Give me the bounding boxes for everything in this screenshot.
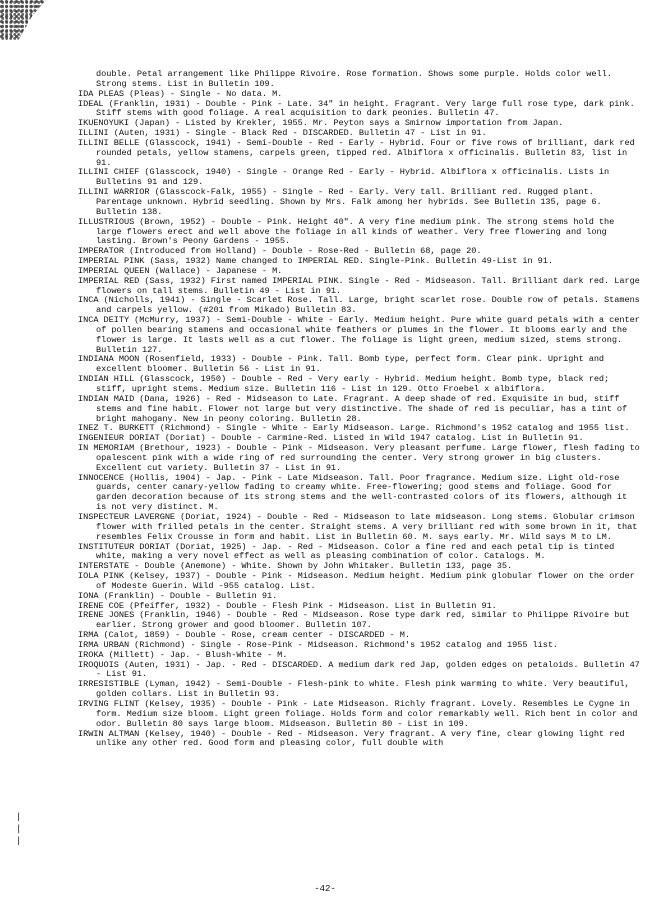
peony-entry: IRENE JONES (Franklin, 1946) - Double - Red - Midseason. Rose type dark red, similar to Philippe Rivoire but earlier. Strong grower and good bloomer. Bulletin 107. bbox=[78, 610, 630, 631]
peony-entry: IMPERIAL RED (Sass, 1932) First named IMPERIAL PINK. Single - Red - Midseason. Tall. Brilliant dark red. Large flowers on tall stems. Bulletin 49 - List in 91. bbox=[78, 275, 640, 296]
scan-corner-artifact bbox=[0, 0, 46, 40]
peony-entry: IRMA URBAN (Richmond) - Single - Rose-Pink - Midseason. Richmond's 1952 catalog and 1955 list. bbox=[78, 639, 559, 650]
peony-entry: INDIAN MAID (Dana, 1926) - Red - Midseason to Late. Fragrant. A deep shade of red. Exquisite in bud, stiff stems and fine habit. Flower not large but very distinctive. The shade of red is peculiar, has a tint of bright mahogany. New in peony coloring. Bulletin 28. bbox=[78, 393, 628, 424]
peony-entry: INCA (Nicholls, 1941) - Single - Scarlet Rose. Tall. Large, bright scarlet rose. Double row of petals. Stamens and carpels yellow. (#201 from Mikado) Bulletin 83. bbox=[78, 295, 640, 316]
peony-entry: INTERSTATE - Double (Anemone) - White. Shown by John Whitaker. Bulletin 133, page 35. bbox=[78, 561, 513, 572]
peony-entry: INDIANA MOON (Rosenfield, 1933) - Double - Pink. Tall. Bomb type, perfect form. Clear pink. Upright and excellent bloomer. Bulletin 56 - List in 91. bbox=[78, 354, 605, 375]
peony-entry: ILLINI BELLE (Glasscock, 1941) - Semi-Double - Red - Early - Hybrid. Four or five rows of brilliant, dark red rounded petals, yellow stamens, carpels green, tipped red. Albiflora x officinalis. Bulletin 83, list in 91. bbox=[78, 137, 635, 168]
peony-entry: IRWIN ALTMAN (Kelsey, 1940) - Double - Red - Midseason. Very fragrant. A very fine, clear glowing light red unlike any other red. Good form and pleasing color, full double with bbox=[78, 728, 625, 749]
peony-entry: IN MEMORIAM (Brethour, 1923) - Double - Pink - Midseason. Very pleasant perfume. Large flower, flesh fading to opalescent pink with a wide ring of red surrounding the center. Very strong grower in big clusters. Excellent cut variety. Bulletin 37 - List in 91. bbox=[78, 443, 640, 473]
peony-entry: IMPERATOR (Introduced from Holland) - Double - Rose-Red - Bulletin 68, page 20. bbox=[78, 246, 482, 257]
peony-entry: IROKA (Millett) - Jap. - Blush-White - M. bbox=[78, 649, 288, 660]
margin-marks bbox=[16, 812, 24, 848]
peony-entry: IRMA (Calot, 1859) - Double - Rose, cream center - DISCARDED - M. bbox=[78, 630, 410, 641]
margin-mark: | bbox=[16, 836, 22, 846]
peony-entry: double. Petal arrangement like Philippe Rivoire. Rose formation. Shows some purple. Holds color well. Strong stems. List in Bulletin 109. bbox=[96, 69, 612, 89]
page-number: -42- bbox=[314, 884, 336, 894]
peony-entry: INEZ T. BURKETT (Richmond) - Single - White - Early Midseason. Large. Richmond's 1952 catalog and 1955 list. bbox=[78, 423, 630, 434]
peony-entry: INDIAN HILL (Glasscock, 1950) - Double - Red - Very early - Hybrid. Medium height. Bomb type, black red; stiff, upright stems. Medium size. Bulletin 116 - List in 129. Otto Froebel x albiflora. bbox=[78, 374, 610, 394]
peony-entry: IRRESISTIBLE (Lyman, 1942) - Semi-Double - Flesh-pink to white. Flesh pink warming to white. Very beautiful, golden collars. List in Bulletin 93. bbox=[78, 679, 630, 700]
entry-list bbox=[78, 70, 640, 749]
peony-entry: IRENE COE (Pfeiffer, 1932) - Double - Flesh Pink - Midseason. List in Bulletin 91. bbox=[78, 600, 497, 611]
peony-entry: ILLINI (Auten, 1931) - Single - Black Red - DISCARDED. Bulletin 47 - List in 91. bbox=[78, 128, 487, 139]
peony-entry: IDEAL (Franklin, 1931) - Double - Pink - Late. 34" in height. Fragrant. Very large full rose type, dark pink. Stiff stems with good foliage. A real acquisition to dark peonies. Bulletin 47. bbox=[78, 98, 635, 119]
peony-entry: ILLUSTRIOUS (Brown, 1952) - Double - Pink. Height 40". A very fine medium pink. The strong stems hold the large flowers erect and well above the foliage in all kinds of weather. Very free flowering and long lasting. Brown's Peony Gardens - 1955. bbox=[78, 216, 615, 247]
peony-entry: INSPECTEUR LAVERGNE (Doriat, 1924) - Double - Red - Midseason to late midseason. Long stems. Globular crimson flower with frilled petals in the center. Straight stems. A very brilliant red with some brown in it, that resembles Felix Crousse in form and habit. List in Bulletin 60. M. says early. Mr. Wild says M to LM. bbox=[78, 511, 638, 542]
peony-entry: IMPERIAL PINK (Sass, 1932) Name changed to IMPERIAL RED. Single-Pink. Bulletin 49-List in 91. bbox=[78, 256, 553, 267]
peony-entry: INCA DEITY (McMurry, 1937) - Semi-Double - White - Early. Medium height. Pure white guard petals with a center of pollen bearing stamens and occasional white feathers or plumes in the flower. It blooms early and the flower is large. It lasts well as a cut flower. The foliage is light green, medium sized, stems strong. Bulletin 127. bbox=[78, 315, 640, 355]
peony-entry: ILLINI WARRIOR (Glasscock-Falk, 1955) - Single - Red - Early. Very tall. Brilliant red. Rugged plant. Parentage unknown. Hybrid seedling. Shown by Mrs. Falk among her hybrids. See Bulletin 135, page 6. Bulletin 138. bbox=[78, 187, 602, 217]
peony-entry: INNOCENCE (Hollis, 1904) - Jap. - Pink - Late Midseason. Tall. Poor fragrance. Medium size. Light old-rose guards, center canary-yellow fading to creamy white. Free-flowering; good stems and foliage. Good for garden decoration because of its strong stems and the well-contrasted colors of its flowers, although it is not very distinct. M. bbox=[78, 472, 628, 513]
margin-mark: | bbox=[16, 812, 22, 822]
peony-entry: IDA PLEAS (Pleas) - Single - No data. M. bbox=[78, 88, 283, 99]
peony-entry: INGENIEUR DORIAT (Doriat) - Double - Carmine-Red. Listed in Wild 1947 catalog. List in Bulletin 91. bbox=[78, 433, 584, 444]
peony-entry: INSTITUTEUR DORIAT (Doriat, 1925) - Jap. - Red - Midseason. Color a fine red and each petal tip is tinted white, making a very novel effect as well as pleasing combination of color. Catalogs. M. bbox=[78, 541, 615, 562]
peony-entry: IRVING FLINT (Kelsey, 1935) - Double - Pink - Late Midseason. Richly fragrant. Lovely. Resembles Le Cygne in form. Medium size bloom. Light green foliage. Holds form and color remarkably well. Rich bent in color and odor. Bulletin 80 says large bloom. Midseason. Bulletin 80 - List in 109. bbox=[78, 699, 638, 729]
peony-entry: IROQUOIS (Auten, 1931) - Jap. - Red - DISCARDED. A medium dark red Jap, golden edges on petaloids. Bulletin 47 - List 91. bbox=[78, 659, 640, 680]
peony-entry: ILLINI CHIEF (Glasscock, 1940) - Single - Orange Red - Early - Hybrid. Albiflora x officinalis. Lists in Bulletins 91 and 129. bbox=[78, 167, 610, 188]
margin-mark: | bbox=[16, 824, 22, 834]
peony-entry: IONA (Franklin) - Double - Bulletin 91. bbox=[78, 590, 278, 601]
peony-entry: IMPERIAL QUEEN (Wallace) - Japanese - M. bbox=[78, 265, 283, 276]
peony-entry: IOLA PINK (Kelsey, 1937) - Double - Pink - Midseason. Medium height. Medium pink globular flower on the order of Modeste Guerin. Wild -955 catalog. List. bbox=[78, 571, 635, 591]
peony-entry: IKUENOYUKI (Japan) - Listed by Krekler, 1955. Mr. Peyton says a Smirnow importation from Japan. bbox=[78, 118, 564, 129]
